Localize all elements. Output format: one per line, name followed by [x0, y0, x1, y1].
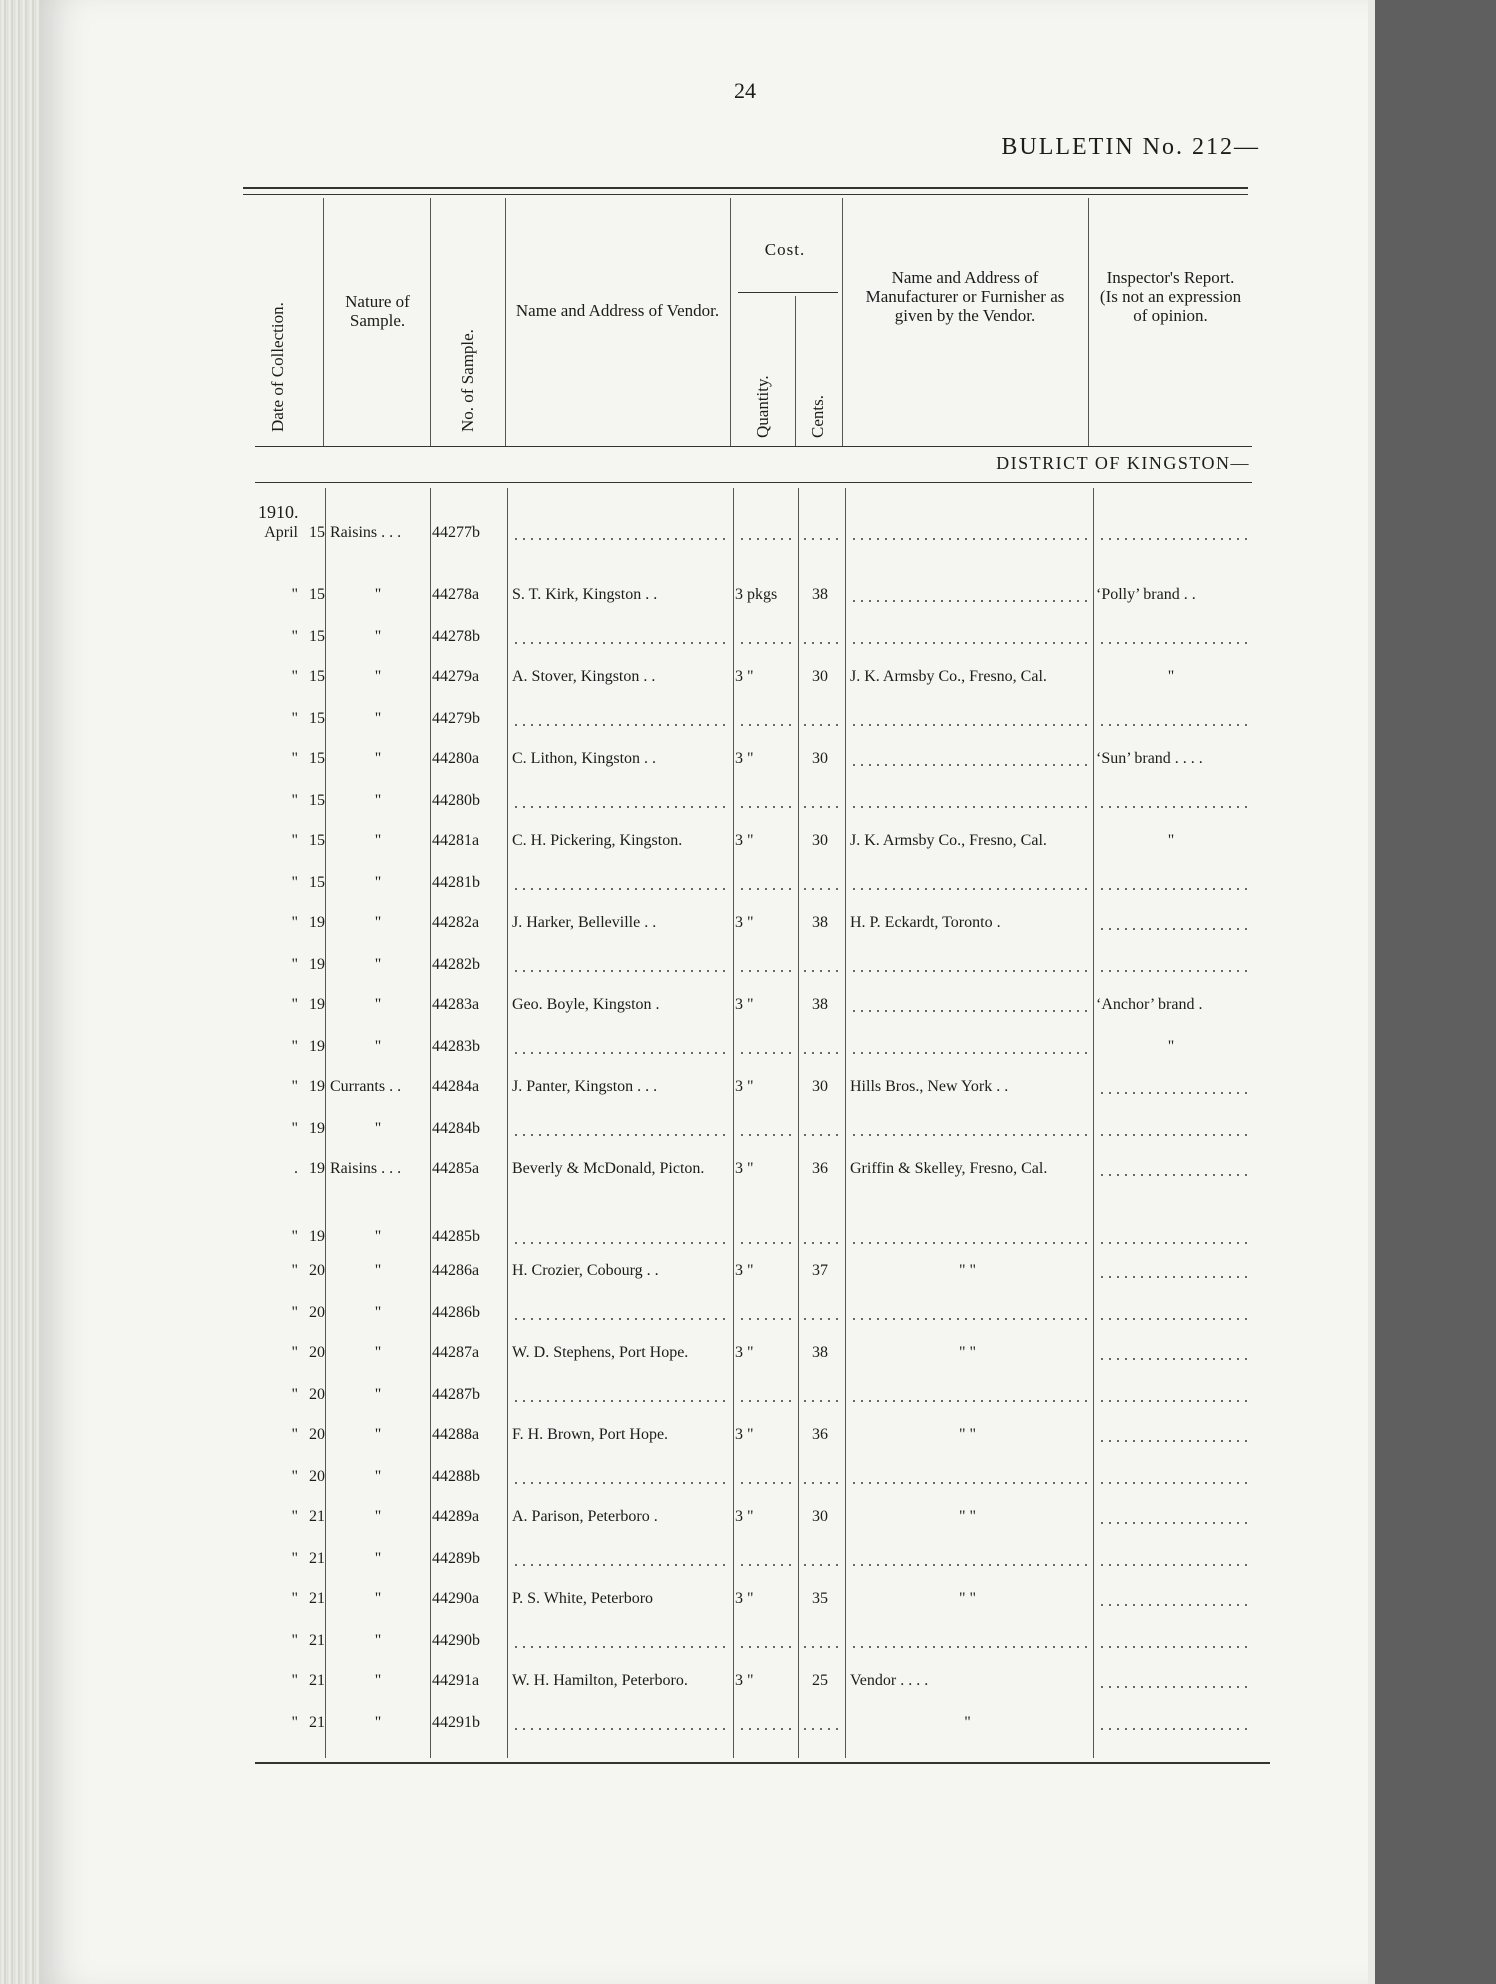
- row-vendor: W. H. Hamilton, Peterboro.: [512, 1672, 688, 1689]
- row-month: ": [291, 1468, 298, 1485]
- row-day: 15: [309, 874, 325, 891]
- leader-dots: [801, 642, 842, 644]
- top-rule: [243, 187, 1248, 189]
- column-divider: [733, 488, 734, 1758]
- row-day: 19: [309, 996, 325, 1013]
- leader-dots: [1098, 1134, 1252, 1136]
- row-cents: 35: [812, 1590, 828, 1607]
- row-vendor: S. T. Kirk, Kingston . .: [512, 586, 658, 603]
- row-day: 21: [309, 1714, 325, 1731]
- header-divider: [1088, 198, 1089, 446]
- row-day: 15: [309, 628, 325, 645]
- leader-dots: [738, 970, 794, 972]
- row-month: ": [291, 1228, 298, 1245]
- row-cents: 38: [812, 586, 828, 603]
- row-sample-no: 44279a: [432, 668, 480, 685]
- row-month: ": [291, 996, 298, 1013]
- leader-dots: [801, 538, 842, 540]
- row-cents: 38: [812, 914, 828, 931]
- leader-dots: [1098, 538, 1252, 540]
- row-nature: ": [374, 1672, 382, 1689]
- leader-dots: [801, 806, 842, 808]
- leader-dots: [850, 1134, 1088, 1136]
- row-vendor: F. H. Brown, Port Hope.: [512, 1426, 669, 1443]
- row-day: 19: [309, 1228, 325, 1245]
- leader-dots: [801, 1242, 842, 1244]
- leader-dots: [1098, 888, 1252, 890]
- leader-dots: [1098, 642, 1252, 644]
- leader-dots: [1098, 1276, 1252, 1278]
- column-divider: [325, 488, 326, 1758]
- row-day: 20: [309, 1262, 325, 1279]
- row-report: ": [1167, 668, 1175, 685]
- row-month: ": [291, 1672, 298, 1689]
- row-day: 19: [309, 1038, 325, 1055]
- row-nature: ": [374, 1426, 382, 1443]
- header-report: Inspector's Report. (Is not an expression of opinion.: [1099, 268, 1242, 325]
- leader-dots: [1098, 1564, 1252, 1566]
- header-cents: Cents.: [808, 395, 827, 438]
- row-nature: ": [374, 1508, 382, 1525]
- leader-dots: [801, 1646, 842, 1648]
- row-quantity: 3 ": [735, 914, 754, 931]
- leader-dots: [1098, 1242, 1252, 1244]
- header-divider: [323, 198, 324, 446]
- leader-dots: [1098, 1482, 1252, 1484]
- leader-dots: [1098, 1174, 1252, 1176]
- row-sample-no: 44278b: [432, 628, 480, 645]
- row-nature: ": [374, 1468, 382, 1485]
- row-month: ": [291, 586, 298, 603]
- row-vendor: A. Parison, Peterboro .: [512, 1508, 658, 1525]
- header-date: Date of Collection.: [268, 302, 287, 432]
- leader-dots: [850, 1564, 1088, 1566]
- row-nature: ": [374, 1120, 382, 1137]
- leader-dots: [512, 538, 727, 540]
- row-sample-no: 44289a: [432, 1508, 480, 1525]
- leader-dots: [801, 970, 842, 972]
- row-nature: ": [374, 668, 382, 685]
- leader-dots: [801, 1728, 842, 1730]
- leader-dots: [1098, 1728, 1252, 1730]
- row-day: 15: [309, 586, 325, 603]
- row-sample-no: 44281a: [432, 832, 480, 849]
- header-nature: Nature of Sample.: [345, 292, 410, 330]
- row-month: ": [291, 832, 298, 849]
- row-quantity: 3 ": [735, 1590, 754, 1607]
- leader-dots: [801, 1400, 842, 1402]
- row-day: 15: [309, 710, 325, 727]
- row-day: 21: [309, 1550, 325, 1567]
- row-nature: Currants . .: [330, 1078, 402, 1095]
- row-month: ": [291, 1078, 298, 1095]
- row-day: 20: [309, 1304, 325, 1321]
- leader-dots: [1098, 928, 1252, 930]
- row-report: ‘Anchor’ brand .: [1096, 996, 1203, 1013]
- row-nature: ": [374, 1714, 382, 1731]
- leader-dots: [738, 888, 794, 890]
- row-month: ": [291, 1508, 298, 1525]
- row-quantity: 3 ": [735, 1344, 754, 1361]
- leader-dots: [1098, 970, 1252, 972]
- leader-dots: [850, 538, 1088, 540]
- row-nature: ": [374, 628, 382, 645]
- row-quantity: 3 ": [735, 1426, 754, 1443]
- header-divider: [505, 198, 506, 446]
- header-vendor: Name and Address of Vendor.: [515, 301, 720, 320]
- leader-dots: [1098, 1522, 1252, 1524]
- leader-dots: [512, 1318, 727, 1320]
- leader-dots: [1098, 1092, 1252, 1094]
- row-month: ": [291, 1304, 298, 1321]
- leader-dots: [512, 1482, 727, 1484]
- leader-dots: [1098, 1318, 1252, 1320]
- leader-dots: [738, 538, 794, 540]
- row-report: ‘Polly’ brand . .: [1096, 586, 1196, 603]
- row-sample-no: 44287b: [432, 1386, 480, 1403]
- row-nature: ": [374, 750, 382, 767]
- row-sample-no: 44278a: [432, 586, 480, 603]
- row-sample-no: 44288a: [432, 1426, 480, 1443]
- leader-dots: [512, 1242, 727, 1244]
- row-sample-no: 44287a: [432, 1344, 480, 1361]
- row-sample-no: 44285a: [432, 1160, 480, 1177]
- leader-dots: [738, 1318, 794, 1320]
- leader-dots: [512, 1134, 727, 1136]
- header-manufacturer: Name and Address of Manufacturer or Furnisher as given by the Vendor.: [865, 268, 1065, 325]
- leader-dots: [1098, 1646, 1252, 1648]
- row-month: ": [291, 1714, 298, 1731]
- leader-dots: [512, 1052, 727, 1054]
- row-manufacturer: H. P. Eckardt, Toronto .: [850, 914, 1001, 931]
- book-binding: [1375, 0, 1496, 1984]
- leader-dots: [850, 970, 1088, 972]
- row-month: ": [291, 1344, 298, 1361]
- row-month: ": [291, 710, 298, 727]
- bottom-rule: [255, 1762, 1270, 1764]
- leader-dots: [850, 764, 1088, 766]
- leader-dots: [850, 1646, 1088, 1648]
- row-sample-no: 44291a: [432, 1672, 480, 1689]
- row-vendor: A. Stover, Kingston . .: [512, 668, 656, 685]
- row-quantity: 3 ": [735, 832, 754, 849]
- row-sample-no: 44283b: [432, 1038, 480, 1055]
- row-sample-no: 44282b: [432, 956, 480, 973]
- row-manufacturer: " ": [958, 1426, 977, 1443]
- row-manufacturer: Vendor . . . .: [850, 1672, 929, 1689]
- row-month: ": [291, 668, 298, 685]
- row-cents: 36: [812, 1160, 828, 1177]
- row-vendor: J. Panter, Kingston . . .: [512, 1078, 658, 1095]
- row-month: ": [291, 1120, 298, 1137]
- row-month: ": [291, 1386, 298, 1403]
- header-divider: [730, 198, 731, 446]
- running-head: BULLETIN No. 212—: [1001, 134, 1260, 160]
- row-month: ": [291, 956, 298, 973]
- leader-dots: [738, 1482, 794, 1484]
- leader-dots: [1098, 1604, 1252, 1606]
- row-sample-no: 44280a: [432, 750, 480, 767]
- column-divider: [845, 488, 846, 1758]
- leader-dots: [850, 724, 1088, 726]
- row-vendor: W. D. Stephens, Port Hope.: [512, 1344, 689, 1361]
- row-sample-no: 44282a: [432, 914, 480, 931]
- top-rule-thin: [243, 194, 1248, 195]
- leader-dots: [801, 1318, 842, 1320]
- row-month: ": [291, 792, 298, 809]
- leader-dots: [1098, 1686, 1252, 1688]
- row-manufacturer: ": [964, 1714, 971, 1731]
- row-day: 21: [309, 1590, 325, 1607]
- leader-dots: [512, 888, 727, 890]
- leader-dots: [850, 600, 1088, 602]
- leader-dots: [512, 1400, 727, 1402]
- row-quantity: 3 ": [735, 750, 754, 767]
- row-sample-no: 44290a: [432, 1590, 480, 1607]
- row-day: 19: [309, 956, 325, 973]
- row-quantity: 3 ": [735, 1160, 754, 1177]
- header-cost: Cost.: [764, 240, 806, 259]
- leader-dots: [738, 1134, 794, 1136]
- row-cents: 30: [812, 750, 828, 767]
- leader-dots: [738, 724, 794, 726]
- page-number: 24: [734, 78, 756, 103]
- row-vendor: Beverly & McDonald, Picton.: [512, 1160, 705, 1177]
- row-vendor: J. Harker, Belleville . .: [512, 914, 657, 931]
- row-month: ": [291, 1038, 298, 1055]
- row-cents: 25: [812, 1672, 828, 1689]
- row-month: April: [264, 524, 298, 541]
- district-heading: DISTRICT OF KINGSTON—: [996, 453, 1250, 473]
- row-sample-no: 44280b: [432, 792, 480, 809]
- header-sample-no: No. of Sample.: [458, 329, 477, 432]
- row-day: 15: [309, 792, 325, 809]
- row-vendor: C. H. Pickering, Kingston.: [512, 832, 683, 849]
- row-vendor: P. S. White, Peterboro: [512, 1590, 654, 1607]
- leader-dots: [850, 1010, 1088, 1012]
- leader-dots: [801, 1482, 842, 1484]
- row-vendor: H. Crozier, Cobourg . .: [512, 1262, 659, 1279]
- header-rule: [255, 446, 1252, 447]
- row-sample-no: 44284a: [432, 1078, 480, 1095]
- row-sample-no: 44284b: [432, 1120, 480, 1137]
- row-manufacturer: " ": [958, 1590, 977, 1607]
- row-report: ‘Sun’ brand . . . .: [1096, 750, 1203, 767]
- leader-dots: [1098, 724, 1252, 726]
- leader-dots: [738, 1242, 794, 1244]
- row-day: 20: [309, 1386, 325, 1403]
- row-quantity: 3 ": [735, 1508, 754, 1525]
- row-manufacturer: J. K. Armsby Co., Fresno, Cal.: [850, 668, 1047, 685]
- leader-dots: [801, 724, 842, 726]
- row-nature: ": [374, 1386, 382, 1403]
- leader-dots: [512, 1564, 727, 1566]
- row-sample-no: 44279b: [432, 710, 480, 727]
- leader-dots: [801, 1134, 842, 1136]
- row-manufacturer: Griffin & Skelley, Fresno, Cal.: [850, 1160, 1048, 1177]
- row-nature: ": [374, 874, 382, 891]
- row-month: ": [291, 914, 298, 931]
- leader-dots: [512, 642, 727, 644]
- row-manufacturer: " ": [958, 1508, 977, 1525]
- row-day: 19: [309, 914, 325, 931]
- year-label: 1910.: [258, 502, 299, 522]
- header-divider: [430, 198, 431, 446]
- row-month: ": [291, 1426, 298, 1443]
- row-day: 15: [309, 750, 325, 767]
- leader-dots: [1098, 806, 1252, 808]
- header-quantity: Quantity.: [753, 375, 772, 438]
- row-nature: ": [374, 1590, 382, 1607]
- district-rule: [255, 482, 1252, 483]
- column-divider: [507, 488, 508, 1758]
- row-day: 20: [309, 1468, 325, 1485]
- row-sample-no: 44283a: [432, 996, 480, 1013]
- row-nature: ": [374, 586, 382, 603]
- leader-dots: [1098, 1400, 1252, 1402]
- row-quantity: 3 ": [735, 1078, 754, 1095]
- row-report: ": [1167, 1038, 1175, 1055]
- row-day: 21: [309, 1672, 325, 1689]
- row-vendor: Geo. Boyle, Kingston .: [512, 996, 660, 1013]
- row-nature: Raisins . . .: [330, 1160, 402, 1177]
- leader-dots: [801, 1564, 842, 1566]
- row-day: 15: [309, 668, 325, 685]
- row-day: 20: [309, 1426, 325, 1443]
- leader-dots: [850, 806, 1088, 808]
- column-divider: [430, 488, 431, 1758]
- row-day: 20: [309, 1344, 325, 1361]
- row-sample-no: 44285b: [432, 1228, 480, 1245]
- leader-dots: [512, 1728, 727, 1730]
- row-sample-no: 44288b: [432, 1468, 480, 1485]
- leader-dots: [1098, 1358, 1252, 1360]
- leader-dots: [512, 1646, 727, 1648]
- leader-dots: [801, 888, 842, 890]
- row-sample-no: 44289b: [432, 1550, 480, 1567]
- row-day: 19: [309, 1160, 325, 1177]
- row-sample-no: 44286b: [432, 1304, 480, 1321]
- row-sample-no: 44286a: [432, 1262, 480, 1279]
- leader-dots: [738, 642, 794, 644]
- row-day: 15: [309, 524, 325, 541]
- header-divider: [842, 198, 843, 446]
- row-day: 19: [309, 1120, 325, 1137]
- row-manufacturer: J. K. Armsby Co., Fresno, Cal.: [850, 832, 1047, 849]
- row-day: 19: [309, 1078, 325, 1095]
- row-cents: 30: [812, 1508, 828, 1525]
- leader-dots: [850, 1052, 1088, 1054]
- row-nature: ": [374, 956, 382, 973]
- leader-dots: [738, 1052, 794, 1054]
- cost-underline: [738, 292, 838, 293]
- leader-dots: [512, 806, 727, 808]
- row-cents: 38: [812, 1344, 828, 1361]
- leader-dots: [738, 1564, 794, 1566]
- row-nature: ": [374, 792, 382, 809]
- leader-dots: [512, 970, 727, 972]
- leader-dots: [850, 1482, 1088, 1484]
- row-month: ": [291, 1262, 298, 1279]
- row-cents: 36: [812, 1426, 828, 1443]
- row-month: ": [291, 1550, 298, 1567]
- row-cents: 30: [812, 1078, 828, 1095]
- leader-dots: [512, 724, 727, 726]
- column-divider: [1093, 488, 1094, 1758]
- row-nature: ": [374, 1632, 382, 1649]
- row-day: 21: [309, 1632, 325, 1649]
- row-quantity: 3 pkgs: [735, 586, 778, 603]
- row-quantity: 3 ": [735, 1262, 754, 1279]
- row-manufacturer: Hills Bros., New York . .: [850, 1078, 1009, 1095]
- column-divider: [798, 488, 799, 1758]
- row-nature: Raisins . . .: [330, 524, 402, 541]
- leader-dots: [850, 888, 1088, 890]
- leader-dots: [850, 642, 1088, 644]
- leader-dots: [850, 1242, 1088, 1244]
- leader-dots: [738, 1728, 794, 1730]
- leader-dots: [850, 1400, 1088, 1402]
- row-month: ": [291, 750, 298, 767]
- row-cents: 30: [812, 832, 828, 849]
- row-quantity: 3 ": [735, 668, 754, 685]
- leader-dots: [738, 806, 794, 808]
- leader-dots: [1098, 1440, 1252, 1442]
- row-month: ": [291, 874, 298, 891]
- row-nature: ": [374, 832, 382, 849]
- leader-dots: [801, 1052, 842, 1054]
- row-sample-no: 44291b: [432, 1714, 480, 1731]
- row-month: ": [291, 1632, 298, 1649]
- row-cents: 38: [812, 996, 828, 1013]
- row-nature: ": [374, 1550, 382, 1567]
- row-vendor: C. Lithon, Kingston . .: [512, 750, 657, 767]
- row-quantity: 3 ": [735, 1672, 754, 1689]
- row-nature: ": [374, 1038, 382, 1055]
- row-sample-no: 44281b: [432, 874, 480, 891]
- leader-dots: [738, 1400, 794, 1402]
- row-quantity: 3 ": [735, 996, 754, 1013]
- leader-dots: [850, 1318, 1088, 1320]
- row-cents: 37: [812, 1262, 828, 1279]
- row-nature: ": [374, 996, 382, 1013]
- row-nature: ": [374, 1344, 382, 1361]
- row-month: ": [291, 628, 298, 645]
- row-manufacturer: " ": [958, 1262, 977, 1279]
- row-month: ": [291, 1590, 298, 1607]
- row-report: ": [1167, 832, 1175, 849]
- row-cents: 30: [812, 668, 828, 685]
- row-day: 21: [309, 1508, 325, 1525]
- row-sample-no: 44290b: [432, 1632, 480, 1649]
- row-nature: ": [374, 1228, 382, 1245]
- row-nature: ": [374, 1262, 382, 1279]
- row-nature: ": [374, 710, 382, 727]
- row-day: 15: [309, 832, 325, 849]
- header-divider: [795, 296, 796, 446]
- row-month: .: [294, 1160, 298, 1177]
- row-nature: ": [374, 914, 382, 931]
- row-nature: ": [374, 1304, 382, 1321]
- row-manufacturer: " ": [958, 1344, 977, 1361]
- leader-dots: [738, 1646, 794, 1648]
- row-sample-no: 44277b: [432, 524, 480, 541]
